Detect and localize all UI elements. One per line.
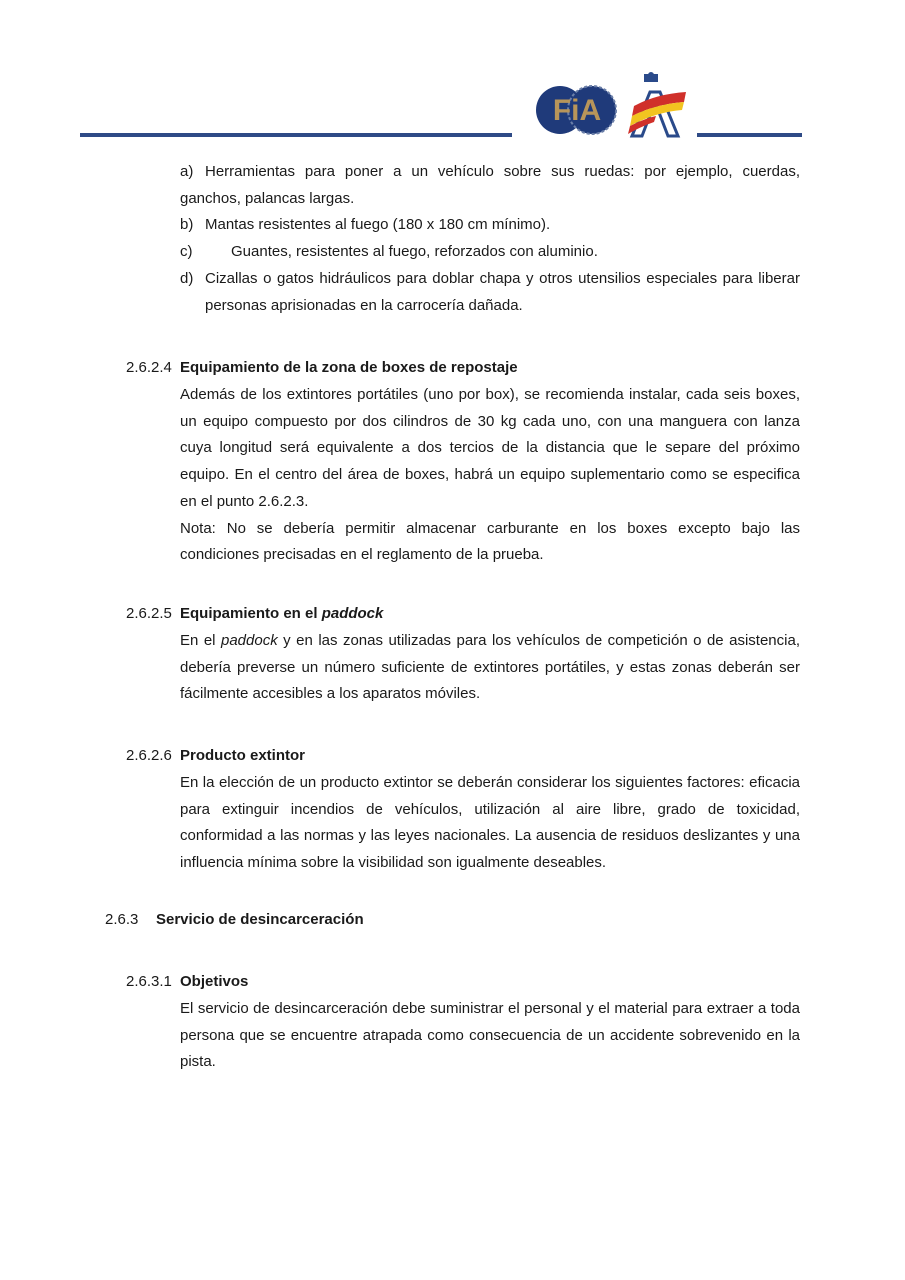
section-number: 2.6.2.5 [126,605,172,622]
note-paragraph: Nota: No se debería permitir almacenar carburante en los boxes excepto bajo las condiciones precisadas en el reglamento de la prueba. [180,519,800,564]
section-body [180,382,800,569]
list-item [180,212,800,239]
list-label: c) [180,243,193,261]
paragraph: Además de los extintores portátiles (uno por box), se recomienda instalar, cada seis boxes, un equipo compuesto por dos cilindros de 30 kg cada uno, con una manguera con lanza cuya longitud será equivalente a dos tercios de la distancia que le separe del próximo equipo. En el centro del área de boxes, habrá un equipo suplementario como se especifica en el punto 2.6.2.3. [180,386,800,510]
equipment-list [180,159,800,319]
section-number: 2.6.2.6 [126,747,172,764]
section-title [180,601,383,628]
section-title: Servicio de desincarceración [156,911,364,928]
list-item [180,159,800,212]
section-number: 2.6.2.4 [126,359,172,376]
section-body [180,628,800,708]
paragraph: El servicio de desincarceración debe suministrar el personal y el material para extraer a toda persona que se encuentre atrapada como consecuencia de un accidente sobrevenido en la pista. [180,1000,800,1071]
title-italic: paddock [321,605,384,622]
rfedea-logo [626,70,690,138]
section-number: 2.6.3.1 [126,973,172,990]
section-body [180,996,800,1076]
svg-text:FiA: FiA [552,94,602,127]
text: y en las zonas utilizadas para los vehículos de competición o de asistencia, debería preverse un número suficiente de extintores portátiles, y estas zonas deberán ser fácilmente accesibles a los aparatos móviles. [180,632,800,703]
section-title: Objetivos [180,973,249,990]
title-text: Equipamiento en el [180,605,322,622]
list-label: b) [180,216,194,234]
header-rule-left [80,133,512,137]
fia-logo [536,82,618,138]
paragraph: En la elección de un producto extintor se deberán considerar los siguientes factores: eficacia para extinguir incendios de vehículos, utilización al aire libre, grado de toxicidad, conformidad a las normas y las leyes nacionales. La ausencia de residuos deslizantes y una influencia mínima sobre la visibilidad son igualmente deseables. [180,774,800,872]
section-title: Equipamiento de la zona de boxes de repostaje [180,359,518,376]
italic-text: paddock [220,632,278,649]
list-item [180,239,800,266]
text: En el [180,632,221,649]
section-title: Producto extintor [180,747,306,764]
list-item [180,266,800,319]
paragraph [180,628,800,708]
section-number: 2.6.3 [105,911,139,928]
section-body [180,770,800,877]
list-text: Herramientas para poner a un vehículo sobre sus ruedas: por ejemplo, cuerdas, ganchos, palancas largas. [180,163,800,207]
header-rule-right [697,133,802,137]
list-text: Guantes, resistentes al fuego, reforzados con aluminio. [231,243,598,261]
list-label: d) [180,269,194,287]
list-label: a) [180,163,194,180]
list-text: Cizallas o gatos hidráulicos para doblar chapa y otros utensilios especiales para liberar personas aprisionadas en la carrocería dañada. [205,269,800,314]
list-text: Mantas resistentes al fuego (180 x 180 cm mínimo). [205,216,551,234]
